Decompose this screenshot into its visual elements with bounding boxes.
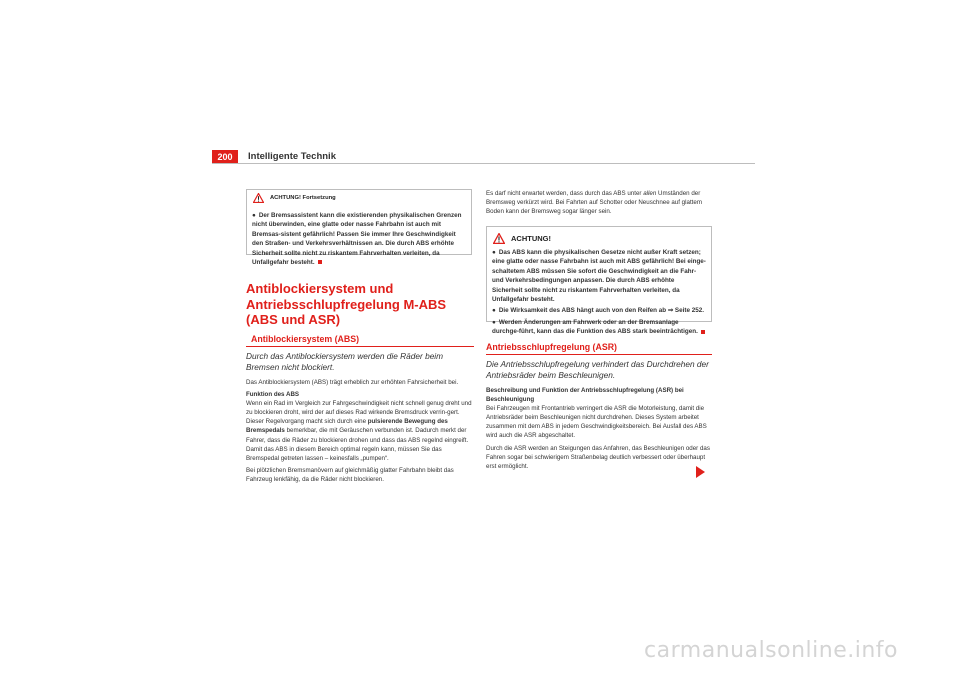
continue-arrow-icon bbox=[696, 466, 705, 478]
abs-subheading: Antiblockiersystem (ABS) bbox=[251, 334, 360, 344]
asr-body bbox=[486, 386, 712, 474]
warning-box bbox=[486, 226, 712, 336]
abs-function-text: Wenn ein Rad im Vergleich zur Fahrgeschwindigkeit nicht schnell genug dreht und zu blockieren droht, wird der auf dieses Rad wirkende Bremsdruck verrin-gert. Dieser Regelvorgang macht sich durch eine pulsierende Bewegung des Bremspedals bemerkbar, die mit Geräuschen verbunden ist. Dadurch merkt der Fahrer, dass die Räder zu blockieren drohen und dass das ABS regelnd eingreift. Damit das ABS in diesem Bereich optimal regeln kann, müssen Sie das Bremspedal getreten lassen – keinesfalls „pumpen“. bbox=[246, 400, 472, 462]
abs-para2: Bei plötzlichen Bremsmanövern auf gleichmäßig glatter Fahrbahn bleibt das Fahrzeug lenkfähig, da die Räder nicht blockieren. bbox=[246, 466, 454, 483]
warning-continued-title: ACHTUNG! Fortsetzung bbox=[270, 194, 336, 201]
abs-function-title: Funktion des ABS bbox=[246, 391, 300, 399]
warning-continued-body bbox=[247, 205, 471, 267]
warning-item-1: ● Das ABS kann die physikalischen Gesetze nicht außer Kraft setzen; eine glatte oder nasse Fahrbahn ist auch mit ABS gefährlich! Bei einge-schaltetem ABS müssen Sie sofort die Geschwindigkeit an die Fahr- und Verkehrsbedingungen anpassen. Die durch ABS erhöhte Sicherheit sollte nicht zu riskantem Fahrverhalten verleiten, da Unfallgefahr besteht. bbox=[492, 249, 706, 304]
asr-para2: Durch die ASR werden an Steigungen das Anfahren, das Beschleunigen oder das Fahren sogar bei schwierigem Straßenbelag deutlich verbessert oder überhaupt erst ermöglicht. bbox=[486, 444, 710, 470]
bullet-icon: ● bbox=[252, 212, 256, 219]
warning-header bbox=[247, 190, 471, 205]
warning-item-2: ● Die Wirksamkeit des ABS hängt auch von den Reifen ab ⇒ Seite 252. bbox=[492, 307, 704, 315]
abs-subheading-rule bbox=[246, 346, 474, 347]
asr-subheading: Antriebsschlupfregelung (ASR) bbox=[486, 342, 617, 352]
asr-subheading-rule bbox=[486, 354, 712, 355]
end-mark-icon bbox=[701, 330, 705, 334]
end-mark-icon bbox=[318, 260, 322, 264]
italic-emphasis: allen bbox=[643, 190, 657, 197]
section-title: Intelligente Technik bbox=[248, 151, 336, 162]
warning-continued-box bbox=[246, 189, 472, 267]
abs-lead: Durch das Antiblockiersystem werden die Räder beim Bremsen nicht blockiert. bbox=[246, 351, 444, 372]
footer-watermark: carmanualsonline.info bbox=[644, 638, 898, 663]
warning-triangle-icon bbox=[253, 193, 264, 203]
asr-desc-title: Beschreibung und Funktion der Antriebsschlupfregelung (ASR) bei Beschleunigung bbox=[486, 387, 684, 404]
abs-intro: Das Antiblockiersystem (ABS) trägt erheblich zur erhöhten Fahrsicherheit bei. bbox=[246, 379, 459, 386]
abs-continued-text: Es darf nicht erwartet werden, dass durch das ABS unter allen Umständen der Bremsweg verkürzt wird. Bei Fahrten auf Schotter oder Neuschnee auf glattem Boden kann der Bremsweg sogar länger sein. bbox=[486, 190, 702, 216]
abs-function-bold: pulsierende Bewegung des Bremspedals bbox=[246, 418, 448, 435]
asr-lead: Die Antriebsschlupfregelung verhindert das Durchdrehen der Antriebsräder beim Beschleunigen. bbox=[486, 359, 709, 380]
warning-title: ACHTUNG! bbox=[511, 233, 551, 243]
page-number: 200 bbox=[212, 150, 238, 164]
header-divider bbox=[212, 163, 755, 164]
warning-body bbox=[487, 246, 711, 337]
asr-desc-text: Bei Fahrzeugen mit Frontantrieb verringert die ASR die Motorleistung, damit die Antriebsräder beim Beschleunigen nicht durchdrehen. Dieses System arbeitet zusammen mit dem ABS in jedem Geschwindigkeitsbereich. Bei Ausfall des ABS wird auch die ASR abgeschaltet. bbox=[486, 405, 707, 440]
warning-header bbox=[487, 227, 711, 246]
main-heading: Antiblockiersystem und Antriebsschlupfregelung M-ABS (ABS und ASR) bbox=[246, 281, 447, 327]
warning-item-3: ● Werden Änderungen am Fahrwerk oder an der Bremsanlage durchge-führt, kann das die Funktion des ABS stark beeinträchtigen. bbox=[492, 318, 706, 337]
abs-body bbox=[246, 378, 474, 487]
warning-continued-text: Der Bremsassistent kann die existierenden physikalischen Grenzen nicht überwinden, eine glatte oder nasse Fahrbahn ist auch mit Bremsas-sistent gefährlich! Passen Sie immer Ihre Geschwindigkeit den Straßen- und Verkehrsverhältnissen an. Die durch ABS erhöhte Sicherheit sollte nicht zu riskantem Fahrverhalten verleiten, da Unfallgefahr besteht. bbox=[252, 212, 462, 267]
warning-triangle-icon bbox=[493, 233, 505, 244]
